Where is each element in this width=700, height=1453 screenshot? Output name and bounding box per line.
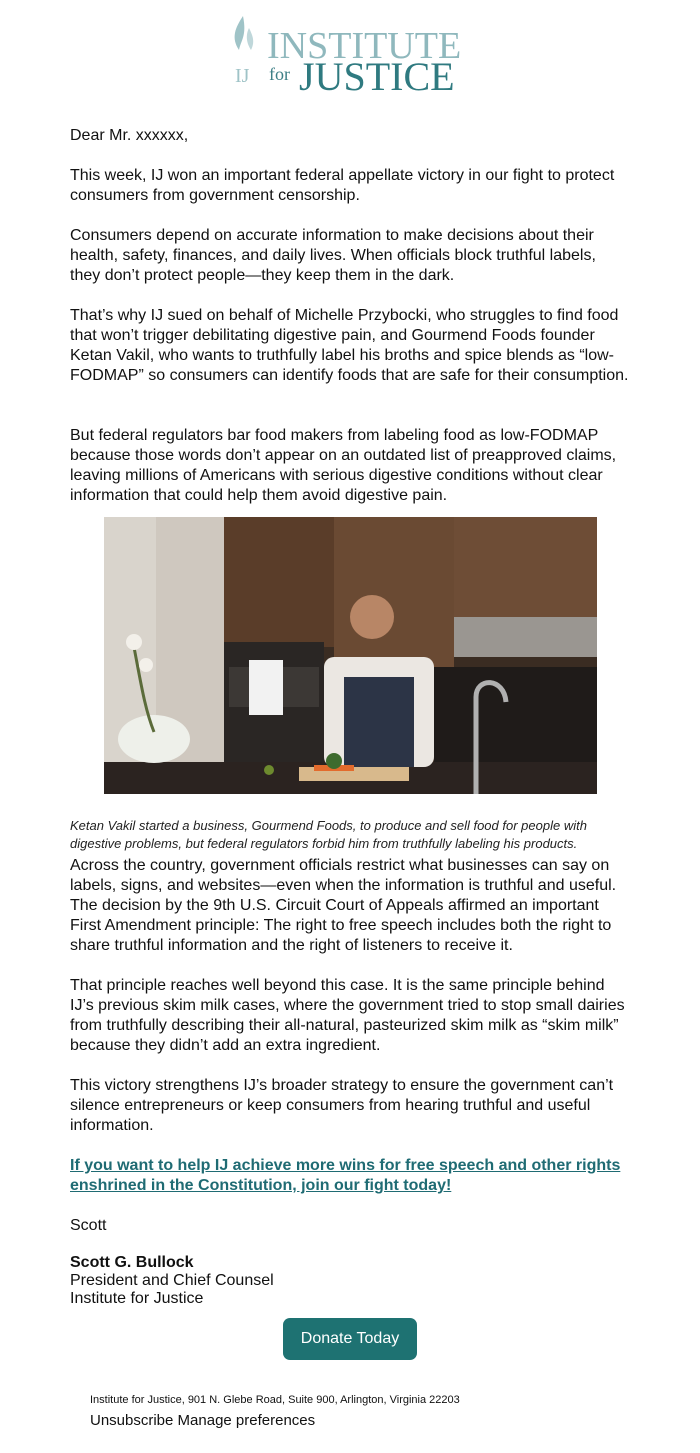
manage-preferences-link[interactable]: Manage preferences xyxy=(177,1412,316,1429)
paragraph-2: Consumers depend on accurate information to make decisions about their health, safety, finances, and daily lives. When officials block truthful labels, they don’t protect people—they keep them in the dark. xyxy=(70,227,596,284)
paragraph-1: This week, IJ won an important federal appellate victory in our fight to protect consumers from government censorship. xyxy=(70,167,615,204)
photo-caption: Ketan Vakil started a business, Gourmend Foods, to produce and sell food for people with digestive problems, but federal regulators forbid him from truthfully labeling his products. xyxy=(70,818,587,851)
logo-line2: JUSTICE xyxy=(299,54,455,99)
cta-paragraph xyxy=(70,1156,630,1196)
flame-inner-icon xyxy=(247,28,253,50)
ketan-vakil-kitchen-photo xyxy=(104,517,597,794)
photo-illustration xyxy=(104,517,597,794)
donate-button[interactable]: Donate Today xyxy=(283,1318,417,1360)
logo-graphic xyxy=(225,10,485,110)
signoff: Scott xyxy=(70,1217,107,1234)
signature-name: Scott G. Bullock xyxy=(70,1254,194,1271)
signature-org: Institute for Justice xyxy=(70,1290,204,1307)
institute-for-justice-logo[interactable] xyxy=(225,10,485,110)
paragraph-5: Across the country, government officials restrict what businesses can say on labels, signs, and websites—even when the information is truthful and useful. The decision by the 9th U.S. Circuit Court of Appeals affirmed an important First Amendment principle: The right to free speech includes both the right to share truthful information and the right of listeners to receive it. xyxy=(70,857,617,954)
logo-line1: INSTITUTE xyxy=(267,25,462,67)
unsubscribe-link[interactable]: Unsubscribe xyxy=(90,1412,174,1429)
join-fight-link[interactable]: If you want to help IJ achieve more wins for free speech and other rights enshrined in the Constitution, join our fight today! xyxy=(70,1157,621,1194)
logo-monogram: IJ xyxy=(235,65,250,87)
paragraph-7: This victory strengthens IJ’s broader strategy to ensure the government can’t silence entrepreneurs or keep consumers from hearing truthful and useful information. xyxy=(70,1077,614,1134)
paragraph-3: That’s why IJ sued on behalf of Michelle Przybocki, who struggles to find food that won’t trigger debilitating digestive pain, and Gourmend Foods founder Ketan Vakil, who wants to truthfully label his broths and spice blends as “low-FODMAP” so consumers can identify foods that are safe for their consumption. xyxy=(70,307,629,384)
footer-links xyxy=(90,1411,315,1431)
flame-icon xyxy=(235,16,245,50)
signature-title: President and Chief Counsel xyxy=(70,1272,274,1289)
logo-for: for xyxy=(269,64,290,84)
paragraph-6: That principle reaches well beyond this case. It is the same principle behind IJ’s previous skim milk cases, where the government tried to stop small dairies from truthfully describing their all-natural, pasteurized skim milk as “skim milk” because they didn’t add an extra ingredient. xyxy=(70,977,625,1054)
footer-address: Institute for Justice, 901 N. Glebe Road, Suite 900, Arlington, Virginia 22203 xyxy=(90,1394,460,1406)
paragraph-4: But federal regulators bar food makers from labeling food as low-FODMAP because those words don’t appear on an outdated list of preapproved claims, leaving millions of Americans with serious digestive conditions without clear information that could help them avoid digestive pain. xyxy=(70,427,617,504)
greeting: Dear Mr. xxxxxx, xyxy=(70,127,189,144)
